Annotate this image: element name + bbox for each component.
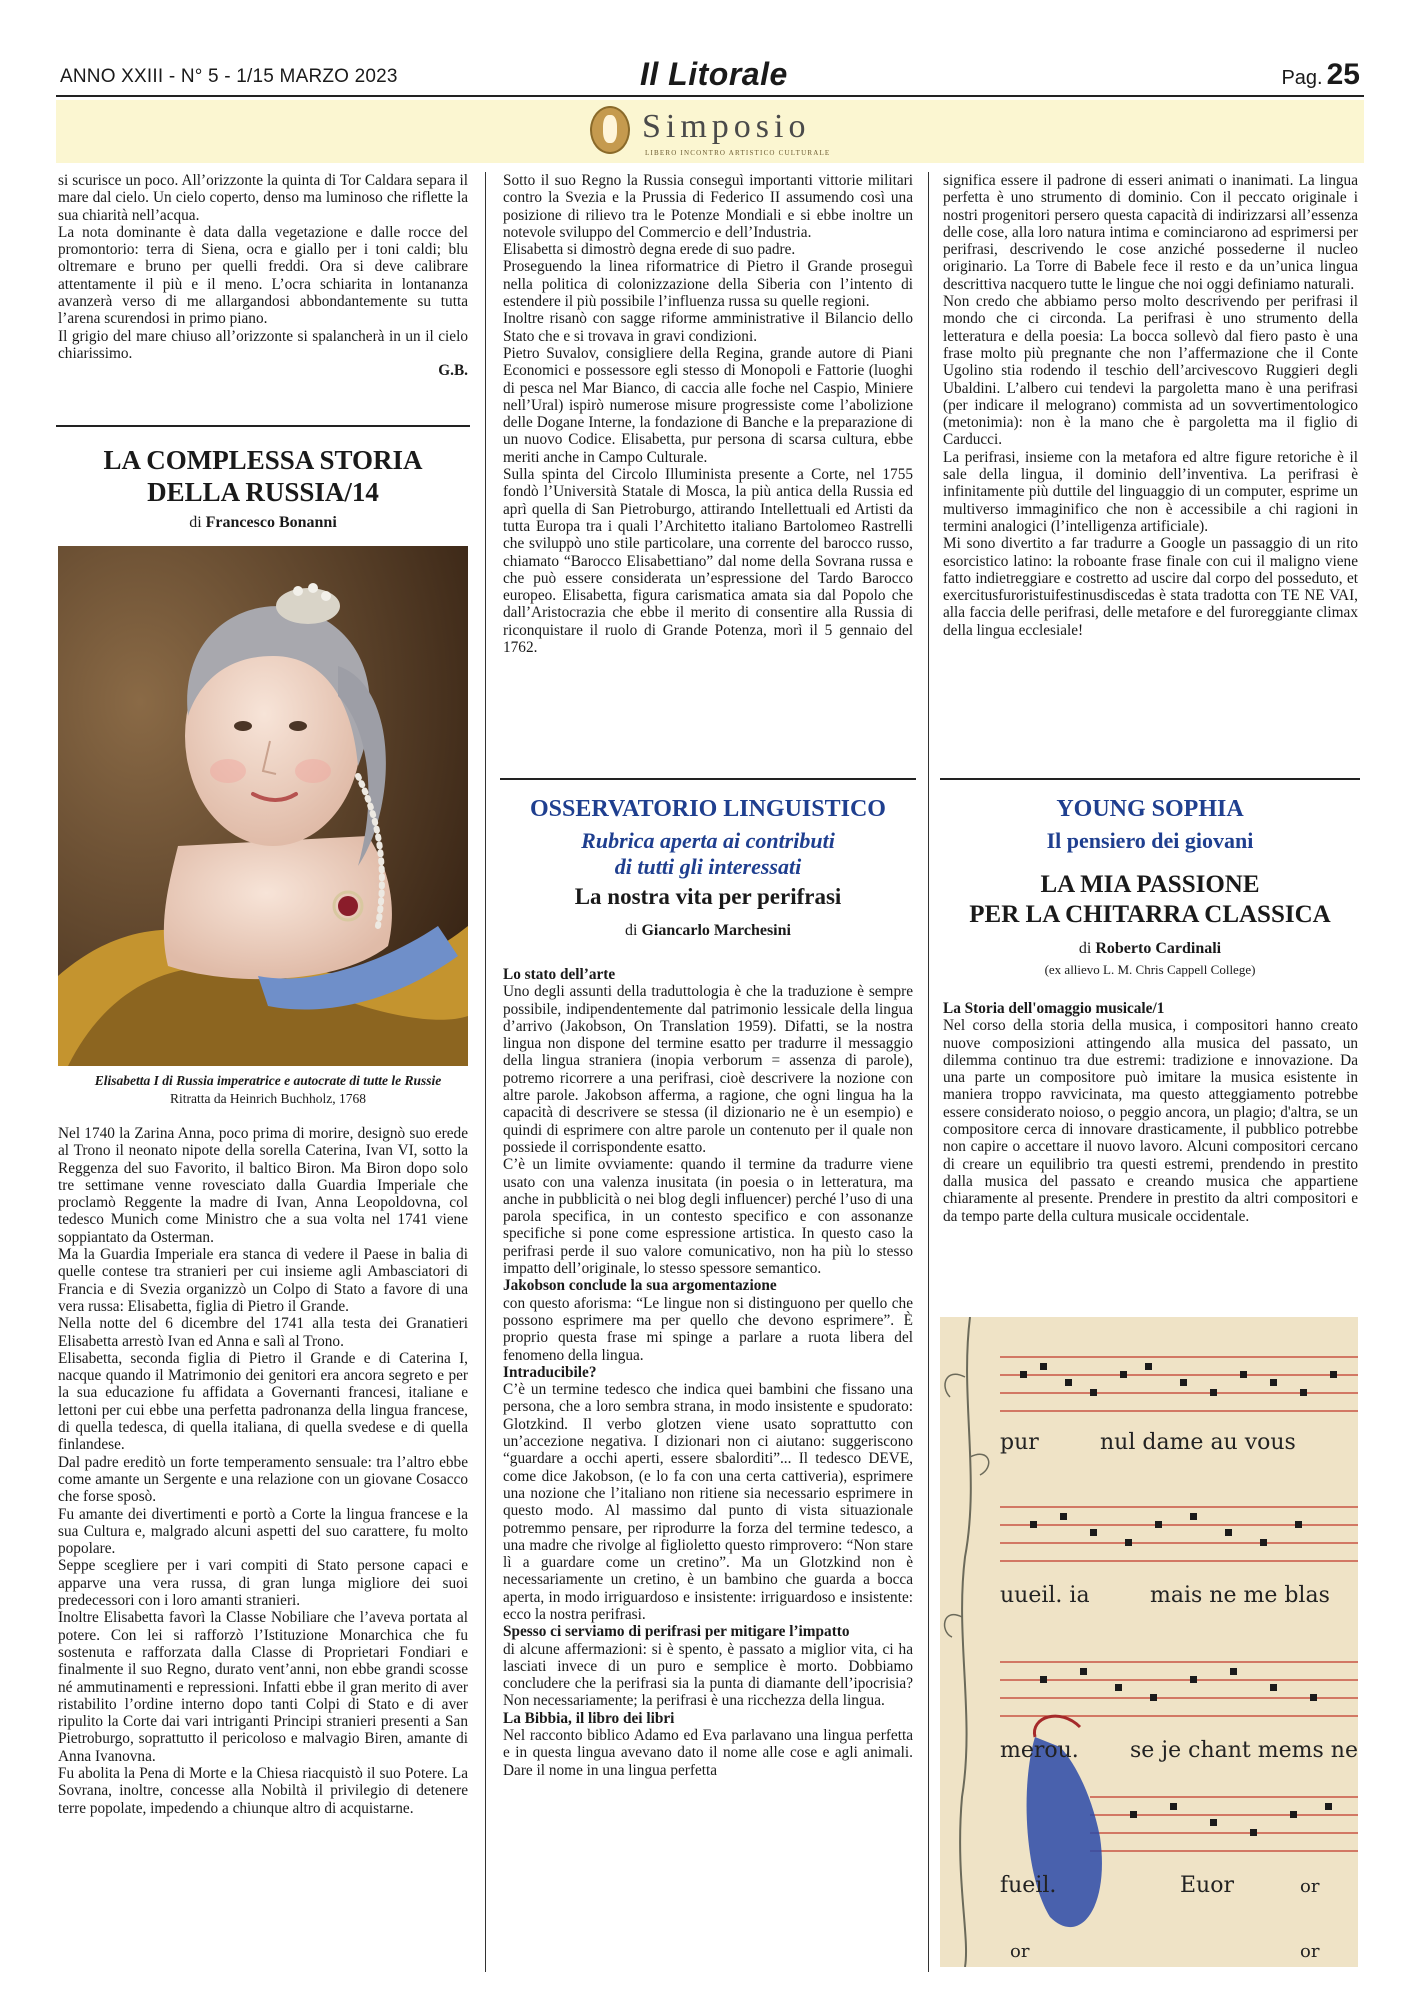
paragraph: Nel racconto biblico Adamo ed Eva parlavano una lingua perfetta e in questa lingua avevano dato il nome alle cose e agli animali. Dare il nome in una lingua perfetta bbox=[503, 1727, 913, 1779]
paragraph: La nota dominante è data dalla vegetazione e dalle rocce del promontorio: terra di Siena, ocra e giallo per i toni caldi; blu oltremare e bruno per quelli freddi. Ora si deve calibrare attentamente il più e il meno. L’ocra schiarita in lontananza avanzerà verso di me allargandosi abbondantemente su tutta l’arena scurendosi in primo piano. bbox=[58, 223, 468, 328]
subhead: Spesso ci serviamo di perifrasi per mitigare l’impatto bbox=[503, 1623, 850, 1641]
title-line: DELLA RUSSIA/14 bbox=[147, 477, 379, 507]
intro-text bbox=[58, 172, 468, 380]
osservatorio-byline bbox=[500, 922, 916, 940]
paragraph: Non credo che abbiamo perso molto descrivendo per perifrasi il mondo che ci circonda. La perifrasi è uno strumento della letteratura e della poesia: La bocca sollevò dal fiero pasto è una frase molto più pregnante che non l’affermazione che il Conte Ugolino stia rodendo il teschio dell’arcivescovo Ruggieri degli Ubaldini. L’albero cui tendevi la pargoletta mano è una perifrasi (per indicare il melograno) commista ad un sovvertimentologico (metonimia): non è la mano che è pargoletta ma il figlio di Carducci. bbox=[943, 293, 1358, 449]
subhead: La Bibbia, il libro dei libri bbox=[503, 1709, 675, 1727]
russia-title bbox=[56, 444, 470, 508]
page-label: Pag. bbox=[1281, 67, 1323, 89]
osservatorio-body bbox=[503, 966, 913, 1779]
column-rule bbox=[485, 172, 486, 1972]
byline-prefix: di bbox=[1078, 940, 1092, 957]
paragraph: Inoltre Elisabetta favorì la Classe Nobiliare che l’aveva portata al potere. Con lei si rafforzò l’Istituzione Monarchica che fu sostenuta e rafforzata dalla Classe di Proprietari Fondiari e finalmente il suo Regno, durato vent’anni, non ebbe grandi scosse né ammutinamenti e repressioni. Infatti ebbe il gran merito di aver ristabilito l’ordine interno dopo tanti Colpi di Stato e di aver ripulito la Corte dai vari intriganti Principi stranieri presenti a San Pietroburgo, soprattutto il pericoloso e malvagio Biren, amante di Anna Ivanovna. bbox=[58, 1609, 468, 1765]
subheading-line: Rubrica aperta ai contributi bbox=[581, 828, 835, 853]
section-subtitle: LIBERO INCONTRO ARTISTICO CULTURALE bbox=[645, 149, 831, 157]
paragraph: si scurisce un poco. All’orizzonte la quinta di Tor Caldara separa il mare dal cielo. Un cielo coperto, denso ma luminoso che riflette la sua chiarità nell’acqua. bbox=[58, 172, 468, 224]
paragraph: Elisabetta, seconda figlia di Pietro il Grande e di Caterina I, nacque quando il Matrimonio dei genitori era ancora segreto e per la sua educazione fu affidata a Governanti francesi, italiane e lettoni per cui ebbe una perfetta padronanza della lingua francese, di quella tedesca, di quella italiana, di quella svedese e di quella finlandese. bbox=[58, 1349, 468, 1454]
author-note: (ex allievo L. M. Chris Cappell College) bbox=[1044, 962, 1256, 977]
subhead: Lo stato dell’arte bbox=[503, 966, 616, 983]
issue-info: ANNO XXIII - N° 5 - 1/15 MARZO 2023 bbox=[60, 66, 398, 87]
header-rule bbox=[56, 95, 1364, 97]
column-rule bbox=[928, 172, 929, 1972]
portrait-credit: Ritratta da Heinrich Buchholz, 1768 bbox=[169, 1091, 367, 1106]
paragraph: Fu abolita la Pena di Morte e la Chiesa riacquistò il suo Potere. La Sovrana, inoltre, concesse alla Nobiltà il privilegio di detenere terre popolate, impedendo a chiunque altro di acquistarne. bbox=[58, 1764, 468, 1817]
portrait-caption: Elisabetta I di Russia imperatrice e autocrate di tutte le Russie bbox=[94, 1073, 442, 1088]
lyric-text: uueil. ia bbox=[1000, 1583, 1090, 1608]
paragraph: Elisabetta si dimostrò degna erede di suo padre. bbox=[503, 241, 796, 259]
perifrasi-continuation bbox=[943, 172, 1358, 639]
signature: G.B. bbox=[438, 362, 468, 380]
paragraph: di alcune affermazioni: si è spento, è passato a miglior vita, ci ha lasciati invece di un puro e semplice è morto. Dobbiamo concludere che la perifrasi sia la punta di diamante dell’ipocrisia? Non necessariamente; la perifrasi è una ricchezza della lingua. bbox=[503, 1640, 913, 1710]
newspaper-title: Il Litorale bbox=[640, 56, 788, 92]
paragraph: Ma la Guardia Imperiale era stanca di vedere il Paese in balia di quelle contese tra stranieri per cui insieme agli Ambasciatori di Francia e di Svezia organizzò un Colpo di Stato a favore di una vera russa: Elisabetta, figlia di Pietro il Grande. bbox=[58, 1246, 468, 1315]
paragraph: Sotto il suo Regno la Russia conseguì importanti vittorie militari contro la Svezia e la Prussia di Federico II assumendo così una posizione di rilievo tra le Potenze Mondiali e si ebbe inoltre un notevole sviluppo del Commercio e dell’Industria. bbox=[503, 172, 913, 241]
author-name: Francesco Bonanni bbox=[205, 514, 337, 531]
paragraph: Proseguendo la linea riformatrice di Pietro il Grande proseguì nella politica di colonizzazione della Siberia con l’intento di estendere il più possibile l’influenza russa su quelle regioni. bbox=[503, 258, 913, 311]
paragraph: La perifrasi, insieme con la metafora ed altre figure retoriche è il sale della lingua, il dominio dell’inventiva. La perifrasi è infinitamente più duttile del linguaggio di un computer, esprime un multiverso immaginifico che non è accessibile a chi ragioni in termini analogici (l’intelligenza artificiale). bbox=[943, 448, 1358, 535]
lyric-text: fueil. bbox=[1000, 1873, 1057, 1898]
paragraph: Nella notte del 6 dicembre del 1741 alla testa dei Granatieri Elisabetta arrestò Ivan ed Anna e salì al Trono. bbox=[58, 1315, 468, 1350]
lyric-text: mais ne me blas bbox=[1150, 1583, 1330, 1608]
lyric-text: or bbox=[1010, 1941, 1030, 1962]
osservatorio-subheading bbox=[500, 828, 916, 880]
music-manuscript-image bbox=[940, 1317, 1358, 1967]
paragraph: Nel corso della storia della musica, i compositori hanno creato nuove composizioni attingendo alla musica del passato, un dilemma continuo tra due estremi: tradizione e innovazione. Da una parte un compositore può imitare la musica esistente in maniera troppo ravvicinata, ma questo atteggiamento potrebbe essere considerato noioso, o peggio ancora, un plagio; d'altra, se un compositore cerca di innovare drasticamente, il pubblico potrebbe non capire o accettare il nuovo lavoro. Alcuni compositori cercano di creare un equilibrio tra questi estremi, prendendo in prestito dalla musica del passato e creando musica che appartiene chiaramente al presente. Prendere in prestito da altri compositori e da tempo parte della cultura musicale occidentale. bbox=[943, 1017, 1358, 1225]
title-line: LA COMPLESSA STORIA bbox=[103, 445, 423, 475]
title-line: PER LA CHITARRA CLASSICA bbox=[969, 901, 1331, 928]
young-sophia-byline bbox=[940, 940, 1360, 958]
page-number bbox=[1281, 58, 1360, 92]
paragraph: Dal padre ereditò un forte temperamento sensuale: tra l’altro ebbe come amante un Sergente e una relazione con un giovane Cosacco che forse sposò. bbox=[58, 1453, 468, 1506]
paragraph: significa essere il padrone di esseri animati o inanimati. La lingua perfetta è uno strumento di dominio. Con il peccato originale i nostri progenitori persero questa capacità di indirizzarsi all’essenza delle cose, alla loro natura intima e cominciarono ad esprimersi per perifrasi, descrivendo le cose anziché possederne il nucleo originario. La Torre di Babele fece il resto e da un’unica lingua descrittiva nacquero tutte le lingue che noi oggi definiamo naturali. bbox=[943, 172, 1358, 293]
paragraph: Mi sono divertito a far tradurre a Google un passaggio di un rito esorcistico latino: la roboante frase finale con cui il maligno viene fatto indietreggiare e costretto ad uscire dal corpo del posseduto, et exercitusfuroristuifestinusdiscedas è stata tradotta con TE NE VAI, alla faccia delle perifrasi, delle metafore e del furoreggiante climax della lingua ecclesiale! bbox=[943, 535, 1358, 639]
young-sophia-subheading: Il pensiero dei giovani bbox=[1046, 828, 1254, 853]
lyric-text: Euor bbox=[1180, 1873, 1234, 1898]
byline-prefix: di bbox=[189, 514, 202, 531]
section-divider bbox=[500, 778, 916, 780]
osservatorio-heading: OSSERVATORIO LINGUISTICO bbox=[530, 796, 886, 822]
paragraph: C’è un limite ovviamente: quando il termine da tradurre viene usato con una valenza inusitata (in poesia o in letteratura, ma anche in pubblicità o nei blog degli influencer) perché l’uso di una parola specifica, in un contesto specifico e con assonanze specifiche si pone come espressione artistica. In questo caso la perifrasi perde il suo valore comunicativo, non ha più lo stesso impatto dell’originale, lo stesso spessore semantico. bbox=[503, 1156, 913, 1278]
russia-body-col2 bbox=[503, 172, 913, 656]
paragraph: Sulla spinta del Circolo Illuminista presente a Corte, nel 1755 fondò l’Università Statale di Mosca, la più antica della Russia ed aprì quella di San Pietroburgo, attirando Intellettuali ed Artisti da tutta Europa tra i quali l’Architetto italiano Bartolomeo Rastrelli che sviluppò uno stile particolare, una corrente del barocco russo, chiamato “Barocco Elisabettiano” dal nome della Sovrana russa e che può essere considerata un’espressione del Tardo Barocco europeo. Elisabetta, figura carismatica amata sia dal Popolo che dall’Aristocrazia che ebbe il merito di consentire alla Russia di riconquistare il ruolo di Grande Potenza, morì il 5 gennaio del 1762. bbox=[503, 466, 913, 657]
paragraph: Inoltre risanò con sagge riforme amministrative il Bilancio dello Stato che e si trovava in gravi condizioni. bbox=[503, 310, 913, 345]
lyric-text: or bbox=[1300, 1876, 1320, 1897]
section-divider bbox=[56, 425, 470, 427]
author-name: Roberto Cardinali bbox=[1095, 940, 1222, 957]
russia-byline bbox=[56, 514, 470, 532]
author-name: Giancarlo Marchesini bbox=[641, 922, 791, 939]
paragraph: C’è un termine tedesco che indica quei bambini che fissano una persona, che a loro sembra strana, in modo insistente e spudorato: Glotzkind. Il verbo glotzen viene usato soprattutto con un’accezione negativa. I dizionari non ci aiutano: suggeriscono “guardare a occhi aperti, essere sbalorditi”... Il tedesco DEVE, come dice Jakobson, (e lo fa con una certa cattiveria), esprimere una nozione che l’italiano non ritiene sia necessario esprimere in questo modo. Al massimo dal punto di vista situazionale potremmo pensare, per riprodurre la forza del termine tedesco, a una madre che rivolge al figlioletto questo rimprovero: “Non stare lì a guardare come un cretino”. Ma un Glotzkind non è necessariamente un cretino, è un bambino che guarda a bocca aperta, in modo irriguardoso e insistente: irriguardoso e insistente: ecco la nostra perifrasi. bbox=[503, 1381, 913, 1623]
title-line: LA MIA PASSIONE bbox=[1040, 871, 1260, 898]
paragraph: Nel 1740 la Zarina Anna, poco prima di morire, designò suo erede al Trono il neonato nipote della sorella Caterina, Ivan VI, sotto la Reggenza del suo Favorito, il baltico Biron. Ma Biron dopo solo tre settimane venne rovesciato dalla Guardia Imperiale che proclamò Reggente la madre di Ivan, Anna Leopoldovna, col tedesco Munich come Ministro che a sua volta nel 1741 viene soppiantato da Osterman. bbox=[58, 1125, 468, 1246]
young-sophia-title bbox=[940, 870, 1360, 930]
paragraph: Uno degli assunti della traduttologia è che la traduzione è sempre possibile, indipendentemente dal patrimonio lessicale della lingua d’arrivo (Jakobson, On Translation 1959). Difatti, se la nostra lingua non dispone del termine esatto per tradurre il messaggio della lingua straniera (inopia verborum = assenza di parole), potremo ricorrere a una perifrasi, cioè descrivere la nozione con altre parole. Jakobson afferma, a ragione, che ogni lingua ha la capacità di descrivere se stessa (il dizionario ne è un esempio) e quindi di esprimere con altre parole un contenuto per il quale non possiede il corrispondente esatto. bbox=[503, 983, 913, 1156]
paragraph: Seppe scegliere per i vari compiti di Stato persone capaci e apparve una vera russa, di gran lunga migliore dei suoi predecessori con i loro amanti stranieri. bbox=[58, 1557, 468, 1610]
lyric-text: merou. bbox=[1000, 1738, 1079, 1763]
simposio-logo-icon bbox=[590, 106, 630, 154]
section-title: Simposio bbox=[642, 108, 811, 145]
page-number-value: 25 bbox=[1326, 58, 1360, 91]
lyric-text: se je chant mems ne bbox=[1130, 1738, 1358, 1763]
subhead: Jakobson conclude la sua argomentazione bbox=[503, 1277, 777, 1295]
paragraph: con questo aforisma: “Le lingue non si distinguono per quello che possono esprimere ma per quello che devono esprimere”. È proprio questa frase mi spinge a parlare a ruota libera del fenomeno della lingua. bbox=[503, 1294, 913, 1364]
byline-prefix: di bbox=[625, 922, 638, 939]
paragraph: Pietro Suvalov, consigliere della Regina, grande autore di Piani Economici e possessore egli stesso di Monopoli e Fattorie (luoghi di pesca nel Mar Bianco, di caccia alle foche nel Caspio, Miniere nell’Ural) ispirò numerose misure progressiste come l’abolizione delle Dogane Interne, la fondazione di Banche e la preparazione di un nuovo Codice. Elisabetta, pur persona di scarsa cultura, ebbe meriti anche in Campo Culturale. bbox=[503, 344, 913, 466]
young-sophia-body bbox=[943, 1000, 1358, 1225]
lyric-text: pur bbox=[1000, 1430, 1039, 1455]
subhead: La Storia dell'omaggio musicale/1 bbox=[943, 1000, 1165, 1017]
subhead: Intraducibile? bbox=[503, 1363, 597, 1381]
section-divider bbox=[940, 778, 1360, 780]
lyric-text: nul dame au vous bbox=[1100, 1430, 1296, 1455]
young-sophia-heading: YOUNG SOPHIA bbox=[1056, 796, 1244, 822]
osservatorio-title: La nostra vita per perifrasi bbox=[574, 884, 842, 909]
paragraph: Fu amante dei divertimenti e portò a Corte la lingua francese e la sua Cultura e, malgrado alcuni aspetti del suo carattere, fu molto popolare. bbox=[58, 1505, 468, 1558]
subheading-line: di tutti gli interessati bbox=[614, 854, 802, 879]
lyric-text: or bbox=[1300, 1941, 1320, 1962]
paragraph: Il grigio del mare chiuso all’orizzonte si spalancherà in un il cielo chiarissimo. bbox=[58, 327, 468, 362]
portrait-image bbox=[58, 546, 468, 1066]
russia-body-col1 bbox=[58, 1125, 468, 1817]
